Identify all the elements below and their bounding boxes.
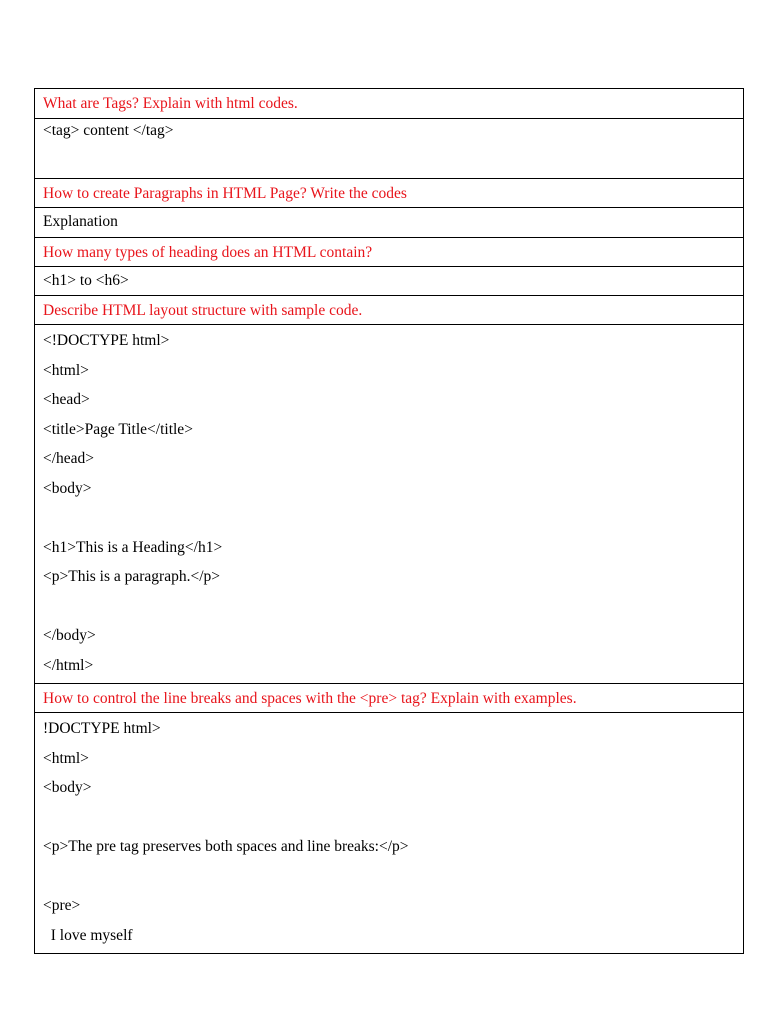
code-line: <body>	[43, 779, 92, 796]
code-line-blank	[43, 593, 735, 623]
question-headings: How many types of heading does an HTML contain?	[35, 237, 743, 266]
code-line: <p>This is a paragraph.</p>	[43, 568, 221, 585]
question-tags: What are Tags? Explain with html codes.	[43, 95, 298, 112]
code-line: <html>	[43, 361, 89, 379]
answer-tags: <tag> content </tag>	[35, 118, 743, 178]
answer-paragraphs: Explanation	[35, 207, 743, 237]
code-line: !DOCTYPE html>	[43, 720, 161, 737]
code-line-blank	[43, 804, 735, 834]
code-line: <pre>	[43, 897, 81, 914]
question-layout: Describe HTML layout structure with sample code.	[35, 295, 743, 324]
code-line-blank	[43, 863, 735, 893]
code-line: <html>	[43, 749, 89, 767]
code-line: </body>	[43, 627, 96, 644]
code-line: <body>	[43, 479, 92, 497]
code-line: <h1>This is a Heading</h1>	[43, 538, 223, 556]
code-line: I love myself	[43, 926, 133, 944]
code-line: <p>The pre tag preserves both spaces and line breaks:</p>	[43, 838, 409, 855]
code-line: <head>	[43, 391, 90, 408]
answer-layout-code	[35, 324, 743, 683]
code-line: <!DOCTYPE html>	[43, 332, 170, 349]
question-pre-tag: How to control the line breaks and spaces with the <pre> tag? Explain with examples.	[35, 683, 743, 712]
question-paragraphs: How to create Paragraphs in HTML Page? Write the codes	[35, 178, 743, 207]
code-line-blank	[43, 504, 735, 534]
code-line: </head>	[43, 450, 95, 467]
answer-pre-code	[35, 712, 743, 953]
code-line: <title>Page Title</title>	[43, 420, 193, 438]
answer-headings: <h1> to <h6>	[35, 266, 743, 296]
code-line: </html>	[43, 656, 94, 674]
qa-table	[34, 88, 744, 954]
